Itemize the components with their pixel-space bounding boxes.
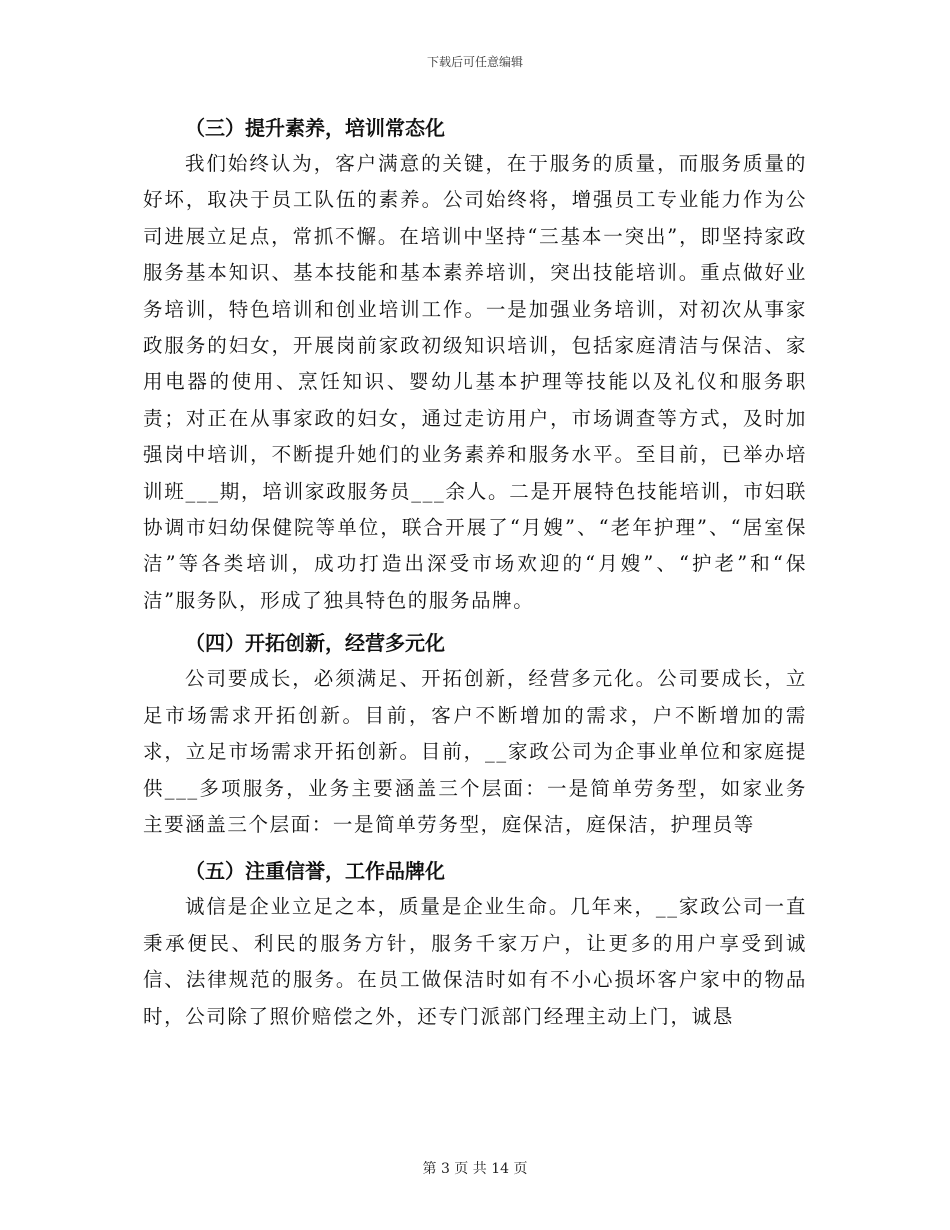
page-header: 下载后可任意编辑: [426, 55, 523, 69]
section-heading-5: （五）注重信誉，工作品牌化: [185, 859, 445, 884]
document-body: [143, 110, 807, 1035]
section-paragraph-5: 诚信是企业立足之本，质量是企业生命。几年来，__家政公司一直秉承便民、利民的服务方针，服务千家万户，让更多的用户享受到诚信、法律规范的服务。在员工做保洁时如有不小心损坏客户家中的物品时，公司除了照价赔偿之外，还专门派部门经理主动上门，诚恳: [143, 895, 807, 1028]
section-paragraph-3: 我们始终认为，客户满意的关键，在于服务的质量，而服务质量的好坏，取决于员工队伍的素养。公司始终将，增强员工专业能力作为公司进展立足点，常抓不懈。在培训中坚持“三基本一突出”，即坚持家政服务基本知识、基本技能和基本素养培训，突出技能培训。重点做好业务培训，特色培训和创业培训工作。一是加强业务培训，对初次从事家政服务的妇女，开展岗前家政初级知识培训，包括家庭清洁与保洁、家用电器的使用、烹饪知识、婴幼儿基本护理等技能以及礼仪和服务职责；对正在从事家政的妇女，通过走访用户，市场调查等方式，及时加强岗中培训，不断提升她们的业务素养和服务水平。至目前，已举办培训班___期，培训家政服务员___余人。二是开展特色技能培训，市妇联协调市妇幼保健院等单位，联合开展了“月嫂”、“老年护理”、“居室保洁”等各类培训，成功打造出深受市场欢迎的“月嫂”、“护老”和“保洁”服务队，形成了独具特色的服务品牌。: [143, 152, 807, 612]
page-footer: 第 3 页 共 14 页: [422, 1161, 528, 1177]
section-heading-3: （三）提升素养，培训常态化: [185, 116, 445, 140]
section-heading-4: （四）开拓创新，经营多元化: [185, 631, 445, 656]
section-paragraph-4: 公司要成长，必须满足、开拓创新，经营多元化。公司要成长，立足市场需求开拓创新。目前，客户不断增加的需求，户不断增加的需求，立足市场需求开拓创新。目前，__家政公司为企事业单位和家庭提供___多项服务，业务主要涵盖三个层面：一是简单劳务型，如家业务主要涵盖三个层面：一是简单劳务型，庭保洁，庭保洁，护理员等: [143, 667, 807, 836]
